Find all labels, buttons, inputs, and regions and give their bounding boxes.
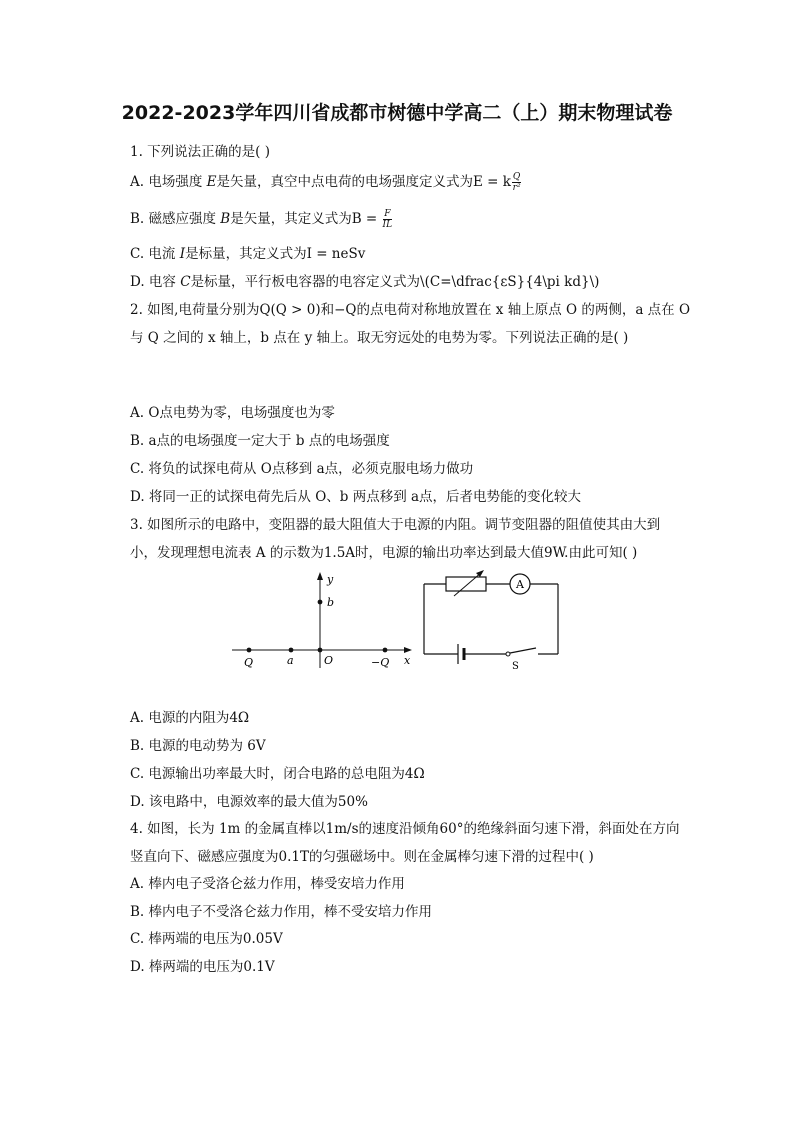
q3-stem-line2: 小，发现理想电流表 A 的示数为1.5A时，电源的输出功率达到最大值9W.由此可知( ) [130, 545, 638, 561]
point-b [318, 600, 323, 605]
q2-option-a: A. O点电势为零，电场强度也为零 [130, 405, 335, 421]
y-label: y [327, 573, 334, 586]
q3-stem-line1: 3. 如图所示的电路中，变阻器的最大阻值大于电源的内阻。调节变阻器的阻值使其由大到 [130, 517, 661, 533]
q4-option-c: C. 棒两端的电压为0.05V [130, 931, 283, 947]
q3-option-c: C. 电源输出功率最大时，闭合电路的总电阻为4Ω [130, 766, 425, 782]
x-label: x [404, 654, 411, 667]
q4-stem-line1: 4. 如图，长为 1m 的金属直棒以1m/s的速度沿倾角60°的绝缘斜面匀速下滑，斜面处在方向 [130, 821, 680, 837]
q3-option-a: A. 电源的内阻为4Ω [130, 710, 250, 726]
charge-neg-q-point [383, 648, 388, 653]
q3-option-d: D. 该电路中，电源效率的最大值为50% [130, 794, 368, 810]
q2-stem-line1: 2. 如图,电荷量分别为Q(Q > 0)和−Q的点电荷对称地放置在 x 轴上原点 O 的两侧，a 点在 O [130, 302, 691, 318]
switch-icon [510, 648, 536, 653]
y-axis-arrow-icon [317, 572, 323, 580]
q1-option-b: B. 磁感应强度 B是矢量，其定义式为B = $\frac{F}{IL}$ [130, 209, 393, 230]
o-label: O [324, 654, 334, 667]
q2-option-d: D. 将同一正的试探电荷先后从 O、b 两点移到 a点，后者电势能的变化较大 [130, 489, 582, 505]
q4-option-a: A. 棒内电子受洛仑兹力作用，棒受安培力作用 [130, 876, 405, 892]
q2-stem-line2: 与 Q 之间的 x 轴上，b 点在 y 轴上。取无穷远处的电势为零。下列说法正确的是( ) [130, 330, 629, 346]
q2-option-b: B. a点的电场强度一定大于 b 点的电场强度 [130, 433, 390, 449]
a-label: a [287, 654, 294, 667]
rheostat-icon [446, 577, 486, 591]
q1-option-d: D. 电容 C是标量，平行板电容器的电容定义式为\(C=\dfrac{εS}{4\pi kd}\) [130, 274, 600, 290]
q1-option-c: C. 电流 I是标量，其定义式为I = neSv [130, 246, 366, 262]
charge-axis-figure [228, 570, 418, 670]
q3-option-b: B. 电源的电动势为 6V [130, 738, 266, 754]
x-axis-arrow-icon [404, 647, 412, 653]
origin-point [318, 648, 323, 653]
neg-q-label: −Q [371, 656, 390, 669]
q4-stem-line2: 竖直向下、磁感应强度为0.1T的匀强磁场中。则在金属棒匀速下滑的过程中( ) [130, 849, 594, 865]
q2-option-c: C. 将负的试探电荷从 O点移到 a点，必须克服电场力做功 [130, 461, 474, 477]
q1-option-a: A. 电场强度 E是矢量，真空中点电荷的电场强度定义式为E = k $\frac{Q}{\text{r²}}$ [130, 172, 521, 193]
q4-option-b: B. 棒内电子不受洛仑兹力作用，棒不受安培力作用 [130, 904, 433, 920]
page-title: 2022-2023学年四川省成都市树德中学高二（上）期末物理试卷 [121, 102, 673, 124]
b-label: b [327, 596, 335, 609]
switch-label: S [512, 661, 519, 670]
q4-option-d: D. 棒两端的电压为0.1V [130, 959, 275, 975]
circuit-figure [418, 570, 568, 670]
ammeter-label: A [516, 578, 524, 591]
q1-stem: 1. 下列说法正确的是( ) [130, 144, 270, 160]
point-a [289, 648, 294, 653]
q-label: Q [244, 656, 254, 669]
charge-q-point [247, 648, 252, 653]
